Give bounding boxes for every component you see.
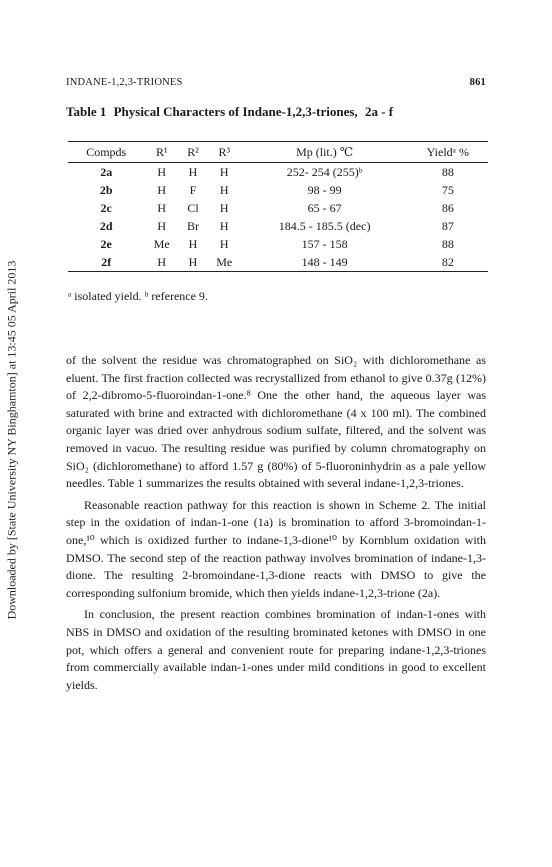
table-caption [66, 104, 486, 120]
table-row [68, 217, 488, 235]
table-cell: 65 - 67 [307, 200, 342, 215]
running-title: INDANE-1,2,3-TRIONES [66, 77, 183, 88]
column-header: R¹ [155, 145, 168, 159]
table-cell: 2c [100, 200, 112, 215]
download-watermark [0, 230, 24, 650]
table-cell: Me [216, 254, 233, 269]
table-cell: 184.5 - 185.5 (dec) [278, 218, 371, 233]
table-header-row [68, 142, 488, 163]
table-cell: 2b [99, 182, 113, 197]
table-cell: 86 [441, 200, 454, 215]
body-paragraph: In conclusion, the present reaction combines bromination of indan-1-ones with NBS in DMSO and oxidation of the resulting brominated ketones with DMSO in one pot, which offers a general and convenient route for preparing indane-1,2,3-triones from commercially available indan-1-ones under mild conditions in good to excellent yields. [66, 607, 486, 692]
table-cell: 252- 254 (255)ᵇ [286, 164, 363, 179]
table-cell: H [157, 164, 167, 179]
table-range: 2a - f [364, 104, 394, 119]
article-body [66, 352, 486, 694]
table-cell: F [189, 182, 197, 197]
table-cell: H [157, 200, 167, 215]
table-title: Physical Characters of Indane-1,2,3-triones, [113, 104, 358, 119]
table-cell: 2d [99, 218, 113, 233]
page-number: 861 [469, 77, 486, 88]
table-cell: H [188, 236, 198, 251]
table-cell: H [188, 254, 198, 269]
column-header: Mp (lit.) ℃ [296, 145, 354, 159]
column-header: R³ [218, 145, 231, 159]
table-row [68, 253, 488, 272]
table-row [68, 199, 488, 217]
table-cell: H [219, 200, 229, 215]
table-cell: 2a [100, 164, 113, 179]
table-cell: 87 [441, 218, 454, 233]
table-cell: 98 - 99 [307, 182, 342, 197]
table-row [68, 163, 488, 182]
table-row [68, 235, 488, 253]
table-cell: H [219, 236, 229, 251]
column-header: Compds [86, 145, 127, 159]
download-note: Downloaded by [State University NY Binghamton] at 13:45 05 April 2013 [4, 260, 19, 620]
table-cell: H [157, 254, 167, 269]
table-cell: Br [187, 218, 199, 233]
table-cell: 82 [441, 254, 454, 269]
table-cell: H [219, 182, 229, 197]
table-row [68, 181, 488, 199]
table-cell: Me [153, 236, 170, 251]
table-cell: H [157, 218, 167, 233]
body-paragraph: of the solvent the residue was chromatographed on SiO₂ with dichloromethane as eluent. The first fraction collected was recrystallized from ethanol to give 0.37g (12%) of 2,2-dibromo-5-fluoroindan-1-one.⁸ One the other hand, the aqueous layer was saturated with brine and extracted with dichloromethane (4 x 100 ml). The combined organic layer was dried over anhydrous sodium sulfate, filtered, and the solvent was removed in vacuo. The resulting residue was purified by column chromatography on SiO₂ (dichloromethane) to afford 1.57 g (80%) of 5-fluoroninhydrin as a pale yellow needles. Table 1 summarizes the results obtained with several indane-1,2,3-triones. [66, 353, 486, 491]
table-label: Table 1 [66, 104, 107, 119]
table-cell: H [188, 164, 198, 179]
table-cell: H [157, 182, 167, 197]
column-header: Yieldᵃ % [426, 145, 469, 159]
table-cell: 2f [101, 254, 112, 269]
table-footnote: ᵃ isolated yield. ᵇ reference 9. [68, 289, 208, 303]
column-header: R² [187, 145, 199, 159]
properties-table [68, 141, 488, 272]
table-cell: 148 - 149 [301, 254, 348, 269]
table-cell: Cl [187, 200, 199, 215]
table-cell: 2e [100, 236, 112, 251]
table-cell: 88 [441, 164, 454, 179]
table-cell: 75 [441, 182, 454, 197]
running-header [66, 77, 486, 88]
body-paragraph: Reasonable reaction pathway for this reaction is shown in Scheme 2. The initial step in the oxidation of indan-1-one (1a) is bromination to afford 3-bromoindan-1-one,¹⁰ which is oxidized further to indane-1,3-dione¹⁰ by Kornblum oxidation with DMSO. The second step of the reaction pathway involves bromination of indane-1,3-dione. The resulting 2-bromoindane-1,3-dione reacts with DMSO to give the corresponding sulfonium bromide, which then yields indane-1,2,3-trione (2a). [66, 497, 486, 600]
table-cell: H [219, 218, 229, 233]
table-cell: 157 - 158 [301, 236, 348, 251]
table-cell: H [219, 164, 229, 179]
table-cell: 88 [441, 236, 454, 251]
